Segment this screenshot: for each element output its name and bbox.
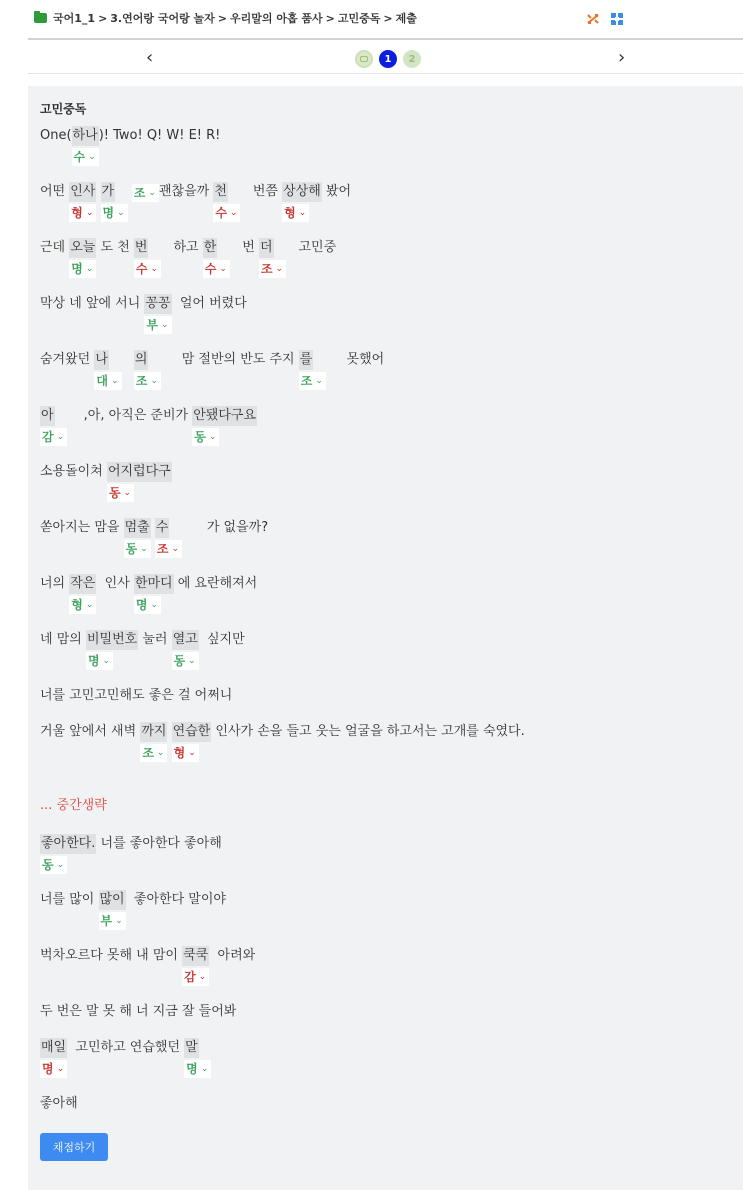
chevron-down-icon: ⌄: [56, 860, 65, 870]
word-text: 번: [134, 238, 149, 258]
part-of-speech-value: 감: [42, 430, 54, 444]
part-of-speech-select[interactable]: [40, 856, 67, 874]
lyric-text: 거울 앞에서 새벽: [40, 724, 141, 739]
lyric-line-text: [40, 518, 268, 558]
tagged-word: [134, 574, 174, 614]
tagged-word: [203, 238, 230, 278]
lyric-line: [40, 182, 351, 222]
lyric-text: 숨겨왔던: [40, 352, 95, 367]
lyric-line: [40, 1038, 211, 1078]
word-text: 안됐다구요: [192, 406, 257, 426]
part-of-speech-select[interactable]: [172, 744, 199, 762]
word-text: 천: [213, 182, 228, 202]
chevron-down-icon: ⌄: [56, 432, 65, 442]
tagged-word: [40, 1038, 67, 1078]
chevron-down-icon: ⌄: [315, 376, 323, 386]
lyric-text: 도 천: [96, 240, 134, 255]
chevron-down-icon: ⌄: [140, 544, 148, 554]
lyric-line: [40, 630, 245, 670]
part-of-speech-value: 감: [184, 970, 196, 984]
part-of-speech-value: 명: [87, 654, 100, 668]
part-of-speech-value: 명: [42, 1062, 54, 1076]
part-of-speech-select[interactable]: [86, 652, 113, 670]
part-of-speech-select[interactable]: [192, 428, 219, 446]
chevron-down-icon: ⌄: [150, 264, 159, 274]
left-gutter: [0, 0, 28, 1190]
part-of-speech-value: 조: [133, 186, 146, 200]
lyric-text: 싶지만: [198, 632, 245, 647]
chevron-down-icon: ⌄: [150, 600, 159, 610]
tagged-word: [172, 630, 199, 670]
quiz-panel: [28, 86, 743, 1190]
part-of-speech-select[interactable]: [134, 596, 161, 614]
tagged-word: [86, 630, 138, 670]
lyric-line: [40, 294, 247, 334]
tagged-word: [134, 350, 161, 390]
part-of-speech-value: 수: [215, 206, 227, 220]
breadcrumb-item-current: 제출: [395, 12, 417, 25]
chevron-down-icon: ⌄: [102, 656, 111, 666]
word-text: 나: [94, 350, 109, 370]
breadcrumb-separator: >: [217, 11, 227, 25]
part-of-speech-select[interactable]: [203, 260, 230, 278]
lyric-line-text: [40, 722, 525, 762]
word-text: 비밀번호: [86, 630, 138, 650]
lyric-text: 눌러: [138, 632, 172, 647]
breadcrumb-item[interactable]: 고민중독: [337, 12, 381, 25]
lyric-text: One(: [40, 128, 72, 143]
part-of-speech-value: 조: [260, 262, 273, 276]
part-of-speech-value: 동: [125, 542, 138, 556]
tagged-word: [182, 946, 209, 986]
lyric-text: 고민하고 연습했던: [67, 1040, 185, 1055]
chevron-down-icon: ⌄: [156, 748, 165, 758]
chevron-down-icon: ⌄: [117, 208, 125, 218]
lyric-line-text: [40, 1094, 78, 1114]
lyric-text: 번: [229, 240, 259, 255]
part-of-speech-select[interactable]: [144, 316, 171, 334]
part-of-speech-select[interactable]: [299, 372, 326, 390]
lyric-line: [40, 126, 220, 166]
part-of-speech-select[interactable]: [107, 484, 134, 502]
lyric-text: ,아, 아직은 준비가: [67, 408, 193, 423]
part-of-speech-select[interactable]: [213, 204, 240, 222]
part-of-speech-value: 부: [100, 914, 113, 928]
word-text: 하나: [72, 126, 99, 146]
part-of-speech-select[interactable]: [140, 744, 167, 762]
lyric-text: 너를 고민고민해도 좋은 걸 어쩌니: [40, 688, 233, 703]
chevron-down-icon: ⌄: [56, 1064, 65, 1074]
lyric-text: 쏟아지는 맘을: [40, 520, 124, 535]
part-of-speech-value: 명: [135, 598, 148, 612]
tagged-word: [282, 182, 322, 222]
lyric-text: 가 없을까?: [182, 520, 269, 535]
lyric-line: [40, 1002, 236, 1042]
word-text: 더: [259, 238, 274, 258]
lyric-text: 벅차오르다 못해 내 맘이: [40, 948, 183, 963]
part-of-speech-value: 조: [300, 374, 313, 388]
quiz-title: 고민중독: [40, 102, 87, 116]
fullscreen-icon[interactable]: [610, 12, 624, 26]
tagged-word: [124, 518, 151, 558]
word-text: 한: [203, 238, 218, 258]
part-of-speech-value: 형: [71, 598, 83, 612]
tagged-word: [40, 834, 96, 874]
breadcrumb-separator: >: [325, 11, 335, 25]
tagged-word: [94, 350, 121, 390]
lyric-text: 얼어 버렸다: [171, 296, 247, 311]
part-of-speech-value: 수: [73, 150, 86, 164]
lyric-line-text: [40, 1002, 236, 1022]
word-text: 까지: [140, 722, 167, 742]
lyric-text: 너를 많이: [40, 892, 99, 907]
part-of-speech-select[interactable]: [40, 428, 67, 446]
lyric-line: [40, 1094, 78, 1134]
part-of-speech-value: 조: [142, 746, 154, 760]
part-of-speech-select[interactable]: [182, 968, 209, 986]
part-of-speech-select[interactable]: [124, 540, 151, 558]
shuffle-icon[interactable]: [586, 12, 600, 26]
tagged-word: [99, 890, 126, 930]
lyric-line-text: [40, 126, 220, 166]
word-text: 쿡쿡: [182, 946, 209, 966]
part-of-speech-select[interactable]: [134, 260, 161, 278]
tagged-word: [192, 406, 257, 446]
lyric-text: 인사가 손을 들고 웃는 얼굴을 하고서는 고개를 숙였다.: [211, 724, 525, 739]
part-of-speech-value: 수: [204, 262, 217, 276]
lyric-line: [40, 462, 172, 502]
chevron-down-icon: ⌄: [148, 188, 156, 198]
part-of-speech-select[interactable]: [282, 204, 309, 222]
chevron-down-icon: ⌄: [188, 656, 196, 666]
tagged-word: [213, 182, 240, 222]
lyric-line-text: [40, 350, 384, 390]
word-text: 오늘: [69, 238, 96, 258]
lyric-text: 너를 좋아한다 좋아해: [96, 836, 222, 851]
part-of-speech-value: 형: [284, 206, 296, 220]
header-bar: [28, 0, 743, 40]
breadcrumb-item[interactable]: 국어1_1: [53, 12, 96, 25]
page-navigator: [28, 42, 743, 74]
word-text: 아: [40, 406, 55, 426]
part-of-speech-select[interactable]: [72, 148, 99, 166]
next-page-button[interactable]: ›: [618, 47, 626, 68]
lyric-line: [40, 238, 336, 278]
part-of-speech-value: 동: [194, 430, 206, 444]
tagged-word: [172, 722, 212, 762]
part-of-speech-select[interactable]: [69, 260, 96, 278]
word-text: 상상해: [282, 182, 322, 202]
breadcrumb-separator: >: [98, 11, 108, 25]
lyric-line: [40, 406, 257, 446]
tagged-word: [72, 126, 99, 166]
word-text: 어지럽다구: [107, 462, 172, 482]
lyric-text: 네 맘의: [40, 632, 86, 647]
part-of-speech-value: 형: [173, 746, 186, 760]
lyric-text: 괜찮을까: [158, 184, 214, 199]
word-text: 멈출: [124, 518, 151, 538]
word-text: 열고: [172, 630, 199, 650]
part-of-speech-select[interactable]: [184, 1060, 211, 1078]
lyric-text: 너의: [40, 576, 70, 591]
lyric-text: )! Two! Q! W! E! R!: [98, 128, 221, 143]
part-of-speech-select[interactable]: [69, 204, 96, 222]
tagged-word: [69, 574, 96, 614]
lyric-line-text: [40, 182, 351, 222]
chevron-down-icon: ⌄: [200, 1064, 209, 1074]
page-dots: [355, 50, 421, 68]
part-of-speech-select[interactable]: [172, 652, 199, 670]
lyric-line: [40, 834, 222, 874]
part-of-speech-value: 대: [96, 374, 108, 388]
word-text: 꽁꽁: [144, 294, 171, 314]
part-of-speech-select[interactable]: [134, 372, 161, 390]
lyric-line: [40, 946, 255, 986]
breadcrumb-separator: >: [383, 11, 393, 25]
lyric-text: 하고: [161, 240, 203, 255]
lyric-text: 소용돌이쳐: [40, 464, 107, 479]
chevron-down-icon: ⌄: [229, 208, 238, 218]
lyric-line: [40, 890, 226, 930]
word-text: 의: [134, 350, 149, 370]
lyric-text: 고민중: [286, 240, 337, 255]
part-of-speech-select[interactable]: [155, 540, 182, 558]
lyric-text: 좋아한다 말이야: [125, 892, 226, 907]
word-text: 한마디: [134, 574, 174, 594]
lyric-text: 에 요란해져서: [173, 576, 258, 591]
lyric-text: 봤어: [321, 184, 352, 199]
word-text: 수: [155, 518, 170, 538]
part-of-speech-value: 형: [71, 206, 83, 220]
lyric-line-text: [40, 890, 226, 930]
part-of-speech-value: 동: [42, 858, 54, 872]
lyric-line-text: [40, 686, 232, 706]
lyric-text: 맘 절반의 반도 주지: [161, 352, 299, 367]
part-of-speech-value: 수: [135, 262, 148, 276]
chevron-down-icon: ⌄: [275, 264, 284, 274]
chevron-down-icon: ⌄: [85, 600, 94, 610]
tagged-word: [259, 238, 286, 278]
folder-icon: [34, 13, 47, 23]
part-of-speech-value: 동: [108, 486, 121, 500]
chevron-down-icon: ⌄: [219, 264, 227, 274]
chevron-down-icon: ⌄: [298, 208, 307, 218]
word-text: 인사: [69, 182, 96, 202]
breadcrumb: [34, 10, 417, 26]
lyric-line: [40, 686, 232, 726]
tagged-word: [40, 406, 67, 446]
tagged-word: [69, 182, 96, 222]
lyric-text: 막상 네 앞에 서니: [40, 296, 145, 311]
word-text: 좋아한다.: [40, 834, 96, 854]
lyric-line-text: [40, 834, 222, 874]
lyric-text: 아려와: [209, 948, 256, 963]
part-of-speech-value: 명: [186, 1062, 198, 1076]
part-of-speech-select[interactable]: [259, 260, 286, 278]
part-of-speech-value: 명: [102, 206, 115, 220]
word-text: 매일: [40, 1038, 67, 1058]
lyric-line-text: [40, 1038, 211, 1078]
part-of-speech-select[interactable]: [94, 372, 121, 390]
chevron-down-icon: ⌄: [88, 152, 96, 162]
lyric-line-text: [40, 946, 255, 986]
omitted-label: ... 중간생략: [40, 798, 107, 813]
tagged-word: [155, 518, 182, 558]
lyric-line-text: [40, 294, 247, 334]
tagged-word: [134, 238, 161, 278]
lyric-text: 못했어: [325, 352, 385, 367]
chevron-down-icon: ⌄: [110, 376, 119, 386]
chevron-down-icon: ⌄: [115, 916, 123, 926]
chevron-down-icon: ⌄: [188, 748, 196, 758]
lyric-line: [40, 518, 268, 558]
chevron-down-icon: ⌄: [123, 488, 132, 498]
part-of-speech-value: 조: [156, 542, 169, 556]
part-of-speech-select[interactable]: [40, 1060, 67, 1078]
part-of-speech-select[interactable]: [101, 204, 128, 222]
part-of-speech-value: 부: [146, 318, 159, 332]
part-of-speech-select[interactable]: [132, 184, 159, 202]
tagged-word: [144, 294, 171, 334]
word-text: 연습한: [172, 722, 212, 742]
part-of-speech-value: 명: [71, 262, 83, 276]
part-of-speech-value: 동: [173, 654, 186, 668]
tagged-word: [299, 350, 326, 390]
breadcrumb-item[interactable]: 3.연어랑 국어랑 놀자: [110, 12, 215, 25]
lyric-text: 어떤: [40, 184, 70, 199]
tagged-word: [132, 182, 159, 202]
tagged-word: [69, 238, 96, 278]
breadcrumb-item[interactable]: 우리말의 아홉 품사: [230, 12, 323, 25]
tagged-word: [107, 462, 172, 502]
lyric-line: [40, 350, 384, 390]
lyric-text: [122, 350, 134, 370]
word-text: 많이: [99, 890, 126, 910]
lyric-line-text: [40, 630, 245, 670]
prev-page-button[interactable]: ‹: [146, 47, 154, 68]
lyric-line-text: [40, 406, 257, 446]
tagged-word: [101, 182, 128, 222]
lyric-text: 근데: [40, 240, 70, 255]
chevron-down-icon: ⌄: [161, 320, 169, 330]
tagged-word: [184, 1038, 211, 1078]
grade-button[interactable]: 채점하기: [40, 1133, 108, 1161]
intro-icon: [360, 56, 368, 62]
word-text: 를: [299, 350, 314, 370]
lyric-line-text: [40, 462, 172, 502]
page-dot-intro[interactable]: [355, 50, 373, 68]
lyric-line-text: [40, 574, 257, 614]
chevron-down-icon: ⌄: [85, 264, 94, 274]
tagged-word: [140, 722, 167, 762]
lyric-line: [40, 722, 525, 762]
chevron-down-icon: ⌄: [150, 376, 159, 386]
chevron-down-icon: ⌄: [85, 208, 94, 218]
word-text: 가: [101, 182, 116, 202]
word-text: 작은: [69, 574, 96, 594]
lyric-text: 인사: [96, 576, 134, 591]
lyric-text: 번쯤: [240, 184, 283, 199]
lyric-text: 좋아해: [40, 1096, 78, 1111]
chevron-down-icon: ⌄: [208, 432, 217, 442]
page-dot-2[interactable]: 2: [403, 50, 421, 68]
part-of-speech-select[interactable]: [99, 912, 126, 930]
lyric-text: 두 번은 말 못 해 너 지금 잘 들어봐: [40, 1004, 237, 1019]
chevron-down-icon: ⌄: [198, 972, 207, 982]
lyric-line: [40, 574, 257, 614]
chevron-down-icon: ⌄: [171, 544, 180, 554]
word-text: 말: [184, 1038, 199, 1058]
page-dot-1[interactable]: 1: [379, 50, 397, 68]
part-of-speech-select[interactable]: [69, 596, 96, 614]
part-of-speech-value: 조: [135, 374, 148, 388]
lyric-line-text: [40, 238, 336, 278]
